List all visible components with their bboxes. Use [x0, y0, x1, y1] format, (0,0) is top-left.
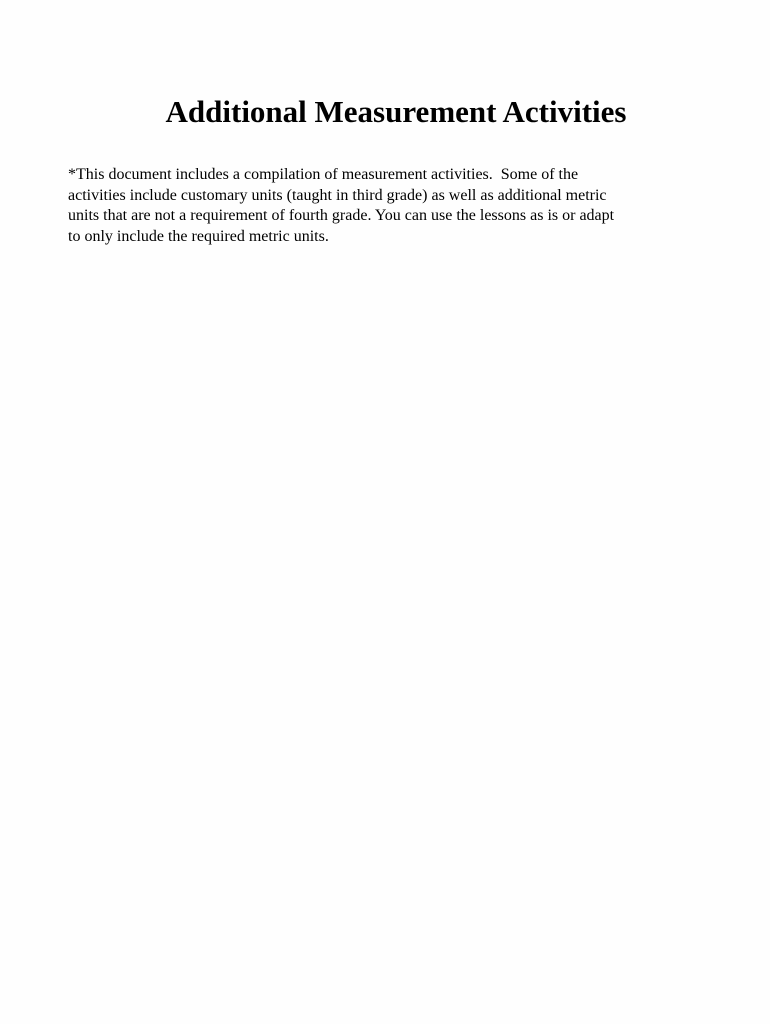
document-intro-paragraph: [68, 165, 688, 248]
paragraph-line: activities include customary units (taught in third grade) as well as additional metric: [68, 186, 607, 204]
paragraph-line: to only include the required metric units.: [68, 228, 329, 246]
paragraph-line: units that are not a requirement of fourth grade. You can use the lessons as is or adapt: [68, 207, 615, 225]
paragraph-line: *This document includes a compilation of measurement activities. Some of the: [68, 166, 579, 183]
document-title: Additional Measurement Activities: [165, 94, 627, 129]
